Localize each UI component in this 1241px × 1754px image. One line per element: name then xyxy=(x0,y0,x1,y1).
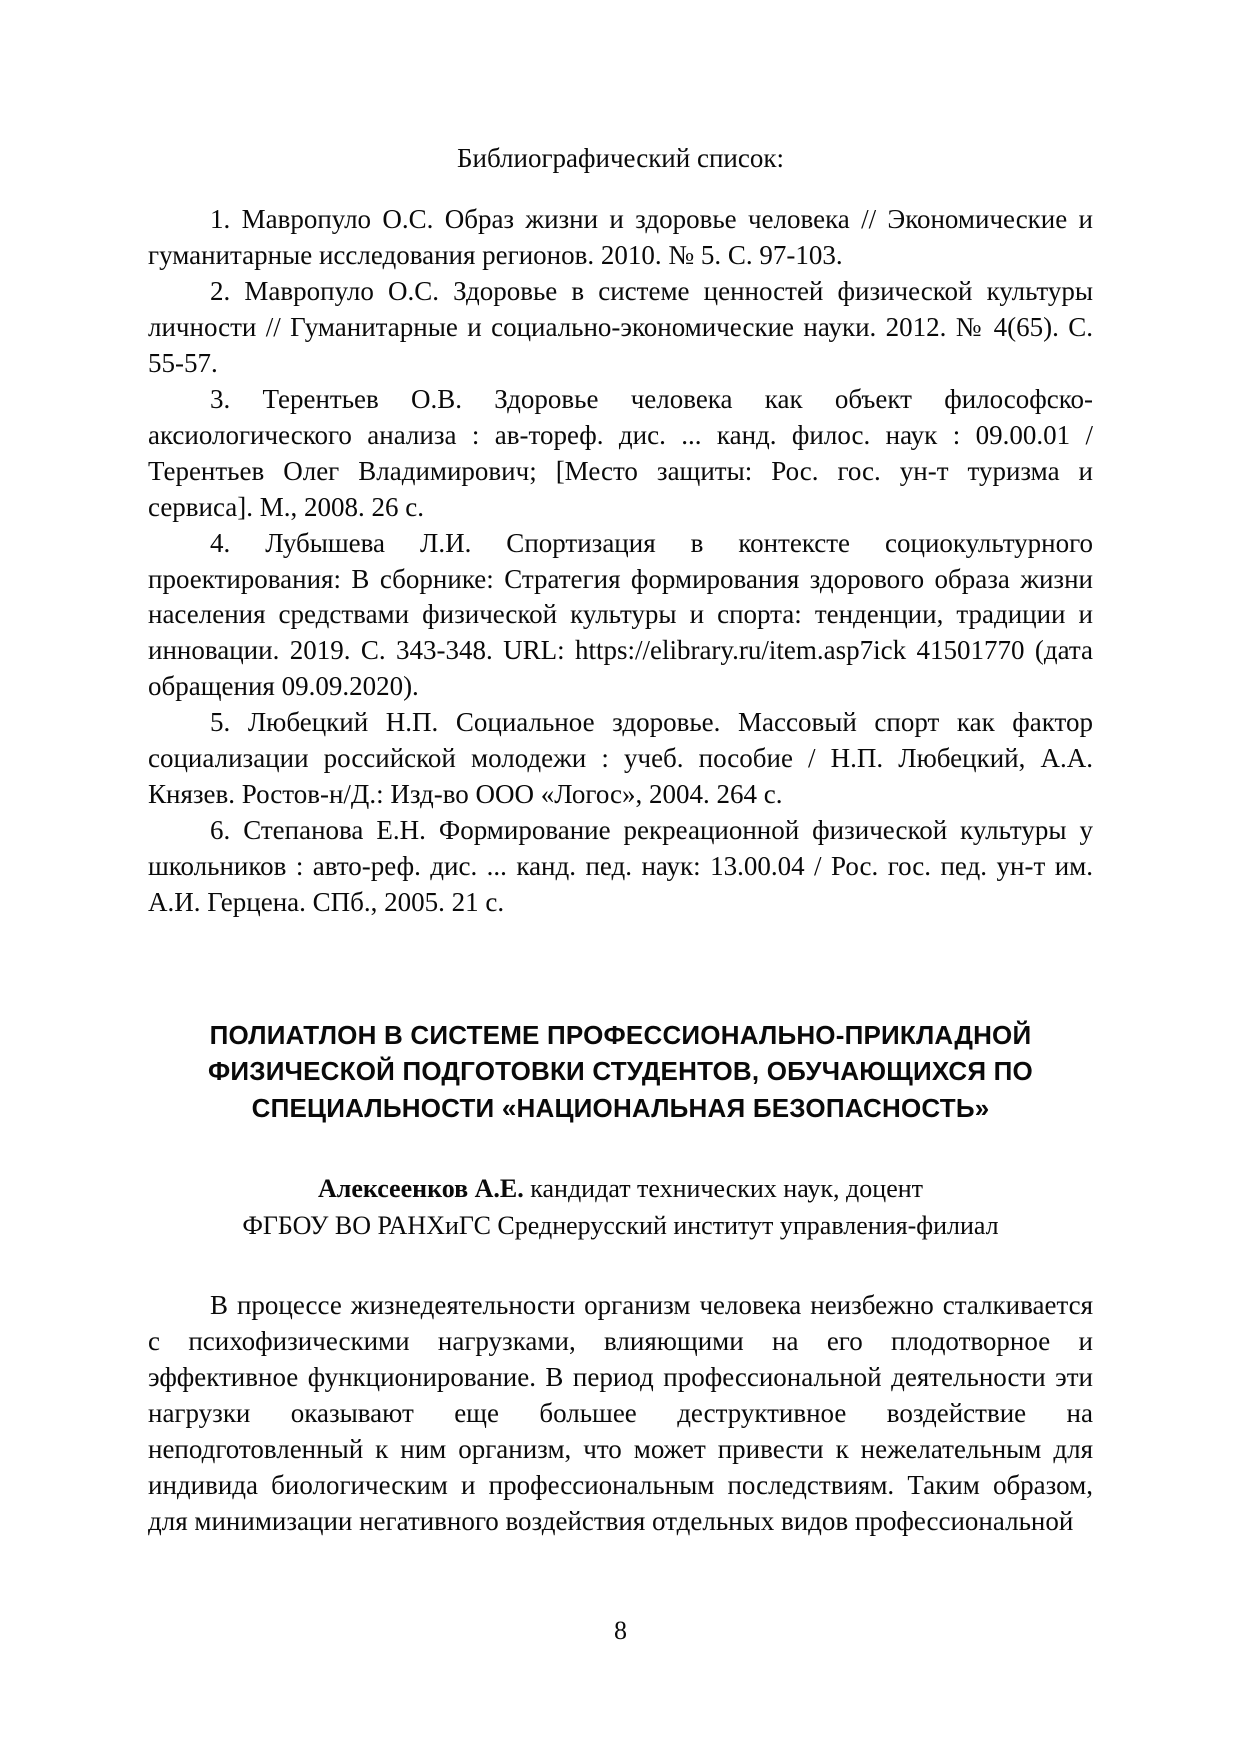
page-number: 8 xyxy=(614,1616,627,1645)
section-spacer xyxy=(148,921,1093,1017)
author-affiliation: ФГБОУ ВО РАНХиГС Среднерусский институт управления-филиал xyxy=(242,1210,999,1240)
author-name: Алексеенков А.Е. xyxy=(317,1174,524,1204)
list-item: 5. Любецкий Н.П. Социальное здоровье. Массовый спорт как фактор социализации российской молодежи : учеб. пособие / Н.П. Любецкий, А.А. Князев. Ростов-н/Д.: Изд-во ООО «Логос», 2004. 264 с. xyxy=(148,707,1093,809)
list-item: 3. Терентьев О.В. Здоровье человека как объект философско-аксиологического анализа : ав-тореф. дис. ... канд. филос. наук : 09.00.01 / Терентьев Олег Владимирович; [Место защиты: Рос. гос. ун-т туризма и сервиса]. М., 2008. 26 с. xyxy=(148,383,1093,522)
article-title: ПОЛИАТЛОН В СИСТЕМЕ ПРОФЕССИОНАЛЬНО-ПРИКЛАДНОЙ ФИЗИЧЕСКОЙ ПОДГОТОВКИ СТУДЕНТОВ, ОБУЧАЮЩИХСЯ ПО СПЕЦИАЛЬНОСТИ «НАЦИОНАЛЬНАЯ БЕЗОПАСНОСТЬ» xyxy=(208,1019,1033,1124)
list-item: 1. Мавропуло О.С. Образ жизни и здоровье человека // Экономические и гуманитарные исследования регионов. 2010. № 5. С. 97-103. xyxy=(148,204,1093,271)
bibliography-heading: Библиографический список: xyxy=(457,143,784,173)
list-item: 4. Лубышева Л.И. Спортизация в контексте социокультурного проектирования: В сборнике: Стратегия формирования здорового образа жизни населения средствами физической культуры и спорта: тенденции, традиции и инновации. 2019. С. 343-348. URL: https://elibrary.ru/item.asp7ick 41501770 (дата обращения 09.09.2020). xyxy=(148,527,1093,702)
author-line xyxy=(148,1171,1093,1207)
author-degree: кандидат технических наук, доцент xyxy=(523,1174,924,1204)
title-spacer xyxy=(148,1127,1093,1171)
article-paragraph: В процессе жизнедеятельности организм человека неизбежно сталкивается с психофизическими нагрузками, влияющими на его плодотворное и эффективное функционирование. В период профессиональной деятельности эти нагрузки оказывают еще большее деструктивное воздействие на неподготовленный к ним организм, что может привести к нежелательным для индивида биологическим и профессиональным последствиям. Таким образом, для минимизации негативного воздействия отдельных видов профессиональной xyxy=(148,1290,1093,1536)
body-spacer xyxy=(148,1244,1093,1288)
bibliography-list xyxy=(148,202,1093,920)
page-content xyxy=(148,140,1093,1539)
list-item: 6. Степанова Е.Н. Формирование рекреационной физической культуры у школьников : авто-реф. дис. ... канд. пед. наук: 13.00.04 / Рос. гос. пед. ун-т им. А.И. Герцена. СПб., 2005. 21 с. xyxy=(148,814,1093,917)
list-item: 2. Мавропуло О.С. Здоровье в системе ценностей физической культуры личности // Гуманитарные и социально-экономические науки. 2012. № 4(65). С. 55-57. xyxy=(148,276,1093,379)
